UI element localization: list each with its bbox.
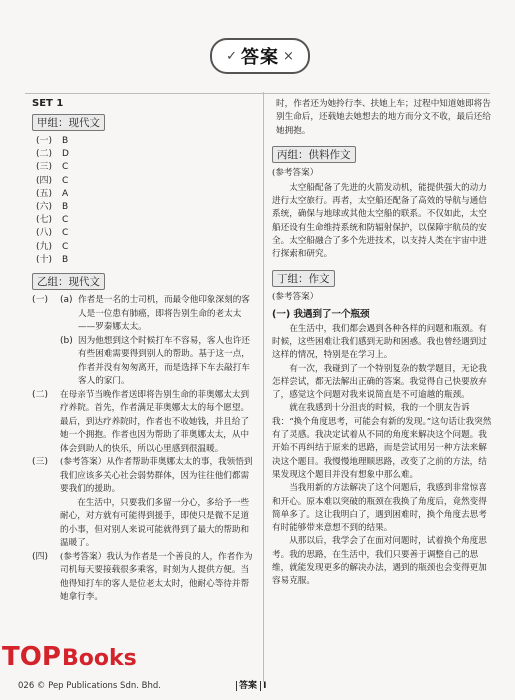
mc-answer-row	[36, 201, 254, 214]
question-number: (一)	[36, 136, 53, 146]
page-title: 答案	[241, 47, 279, 68]
answer-text: 作者是一名的士司机，而最令他印象深刻的客人是一位患有肺癌，即将告别生命的老太太——罗秦娜太太。	[78, 295, 250, 333]
answer-q1	[32, 294, 254, 389]
reference-answer-label: (参考答案）	[272, 291, 319, 302]
mc-answer-row	[36, 227, 254, 240]
logo-top-text: TOP	[2, 642, 61, 672]
answer-q2	[32, 389, 254, 457]
cross-icon: ×	[283, 48, 294, 64]
essay-paragraph: 当我用新的方法解决了这个问题后，我感到非常惊喜和开心。原本难以突破的瓶颈在我换了角度后，竟然变得简单多了。这让我明白了，遇到困难时，换个角度去思考有时能够带来意想不到的结果。	[272, 483, 487, 534]
essay-number: (一)	[272, 308, 291, 320]
answer-choice: D	[62, 149, 69, 160]
answer-choice: B	[62, 202, 69, 213]
section-heading-group-a: 甲组：现代文	[32, 114, 105, 131]
topbooks-logo	[0, 628, 140, 683]
question-number: (五)	[36, 188, 53, 199]
mc-answer-row	[36, 188, 254, 201]
essay-title	[272, 306, 492, 320]
question-number: (一)	[32, 295, 49, 306]
answer-text: (参考答案）我认为作者是一个善良的人，作者作为司机每天要接载很多乘客，时刻为人提供方便。当他得知打车的客人是位老太太时，他耐心等待并帮她拿行李。	[60, 551, 253, 603]
mc-answer-row	[36, 175, 254, 188]
supplied-material-essay: 太空船配备了先进的火箭发动机，能提供强大的动力进行太空旅行。再者，太空船还配备了高效的导航与通信系统，确保与地球或其他太空船的联系。不仅如此，太空船还设有生命维持系统和防辐射保护，以保障宇航员的安全。太空船融合了多个先进技术，以支持人类在宇宙中进行探索和研究。	[272, 182, 487, 260]
section-heading-group-c: 丙组：供料作文	[272, 146, 356, 163]
answer-choice: C	[62, 215, 69, 226]
question-number: (八)	[36, 228, 53, 239]
question-number: (二)	[32, 389, 49, 400]
logo-books-text: Books	[62, 646, 137, 671]
sub-label: (b)	[60, 335, 73, 346]
answer-text: 在生活中，只要我们多留一分心，多给予一些耐心，对方就有可能得到援手，即使只是微不足道的小事，但对别人来说可能就得到了最大的帮助和温暖了。	[60, 497, 250, 549]
mc-answer-row	[36, 161, 254, 174]
question-number: (四)	[36, 175, 53, 186]
essay-title-text: 我遇到了一个瓶颈	[293, 308, 370, 320]
essay-paragraph: 从那以后，我学会了在面对问题时，试着换个角度思考。我的思路，在生活中，我们只要善于调整自己的思维，就能发现更多的解决办法，遇到的瓶颈也会变得更加容易克服。	[272, 536, 487, 587]
answer-choice: C	[62, 228, 69, 239]
question-number: (九)	[36, 241, 53, 252]
answer-choice: B	[62, 254, 69, 265]
answer-q4	[32, 551, 254, 605]
answer-choice: C	[62, 241, 69, 252]
answer-choice: A	[62, 188, 69, 199]
check-icon: ✓	[226, 48, 237, 64]
section-heading-group-d: 丁组：作文	[272, 270, 335, 287]
answer-q3	[32, 456, 254, 551]
answer-choice: C	[62, 175, 69, 186]
mc-answer-row	[36, 148, 254, 161]
page-number	[236, 678, 267, 691]
page-num: I	[260, 681, 266, 691]
answer-choice: B	[62, 136, 69, 146]
mc-answer-row	[36, 241, 254, 254]
mc-answer-row	[36, 214, 254, 227]
sub-label: (a)	[60, 295, 73, 306]
question-number: (六)	[36, 202, 53, 213]
question-number: (三)	[32, 457, 49, 468]
essay-paragraph: 在生活中，我们都会遇到各种各样的问题和瓶颈。有时候，这些困难让我们感到无助和困惑。我也曾经遇到过这样的情况，特别是在学习上。	[272, 323, 487, 361]
page-label: 答案	[236, 681, 257, 691]
answer-header-badge	[210, 38, 310, 74]
set-label: SET 1	[32, 98, 64, 109]
essay-paragraph: 就在我感到十分沮丧的时候，我的一个朋友告诉我：“换个角度思考，可能会有新的发现。”这句话让我突然有了灵感。我决定试着从不同的角度来解决这个问题。我开始不再纠结于原来的思路，而是尝试用另一种方法来解决这个题目。我慢慢地理顺思路，改变了之前的方法，结果发现这个题目并没有想象中那么难。	[272, 403, 492, 480]
answer-text: 在母亲节当晚作者送即将告别生命的菲奥娜太太到疗养院。首先，作者满足菲奥娜太太的每个愿望。最后，到达疗养院时，作者也不收她钱，并且给了她一个拥抱。作者也因为帮助了菲奥娜太太，从中体会到助人的快乐，所以心里感到很温暖。	[60, 389, 250, 454]
question-number: (七)	[36, 215, 53, 226]
reference-answer-label: (参考答案）	[272, 167, 319, 178]
question-number: (十)	[36, 254, 53, 265]
question-number: (四)	[32, 551, 49, 562]
continued-answer-text: 时，作者还为她拎行李、扶她上车；过程中知道她即将告别生命后，还载她去她想去的地方而分文不收，最后还给她拥抱。	[276, 99, 491, 136]
column-divider	[263, 92, 264, 682]
header-rule	[25, 93, 490, 94]
question-number: (二)	[36, 149, 53, 160]
answer-text: 因为他想到这个时候打车不容易，客人也许还有些困难需要得到别人的帮助。基于这一点，作者并没有匆匆离开，而是选择下车去敲打车客人的家门。	[78, 335, 250, 387]
essay-paragraph: 有一次，我碰到了一个特别复杂的数学题目，无论我怎样尝试，都无法解出正确的答案。我觉得自己快要放弃了，感觉这个问题对我来说简直是不可逾越的瓶颈。	[272, 363, 487, 401]
left-column	[32, 98, 254, 605]
copyright-notice: 026 © Pep Publications Sdn. Bhd.	[18, 681, 161, 691]
mc-answer-list	[32, 135, 254, 267]
answer-choice: C	[62, 162, 69, 173]
section-heading-group-b: 乙组：现代文	[32, 273, 105, 290]
question-number: (三)	[36, 162, 53, 173]
right-column	[272, 98, 492, 589]
mc-answer-row	[36, 254, 254, 267]
mc-answer-row	[36, 135, 254, 148]
answer-text: (参考答案）从作者帮助菲奥娜太太的事，我领悟到我们应该多关心社会弱势群体，因为往往他们都需要我们的援助。	[60, 457, 253, 495]
